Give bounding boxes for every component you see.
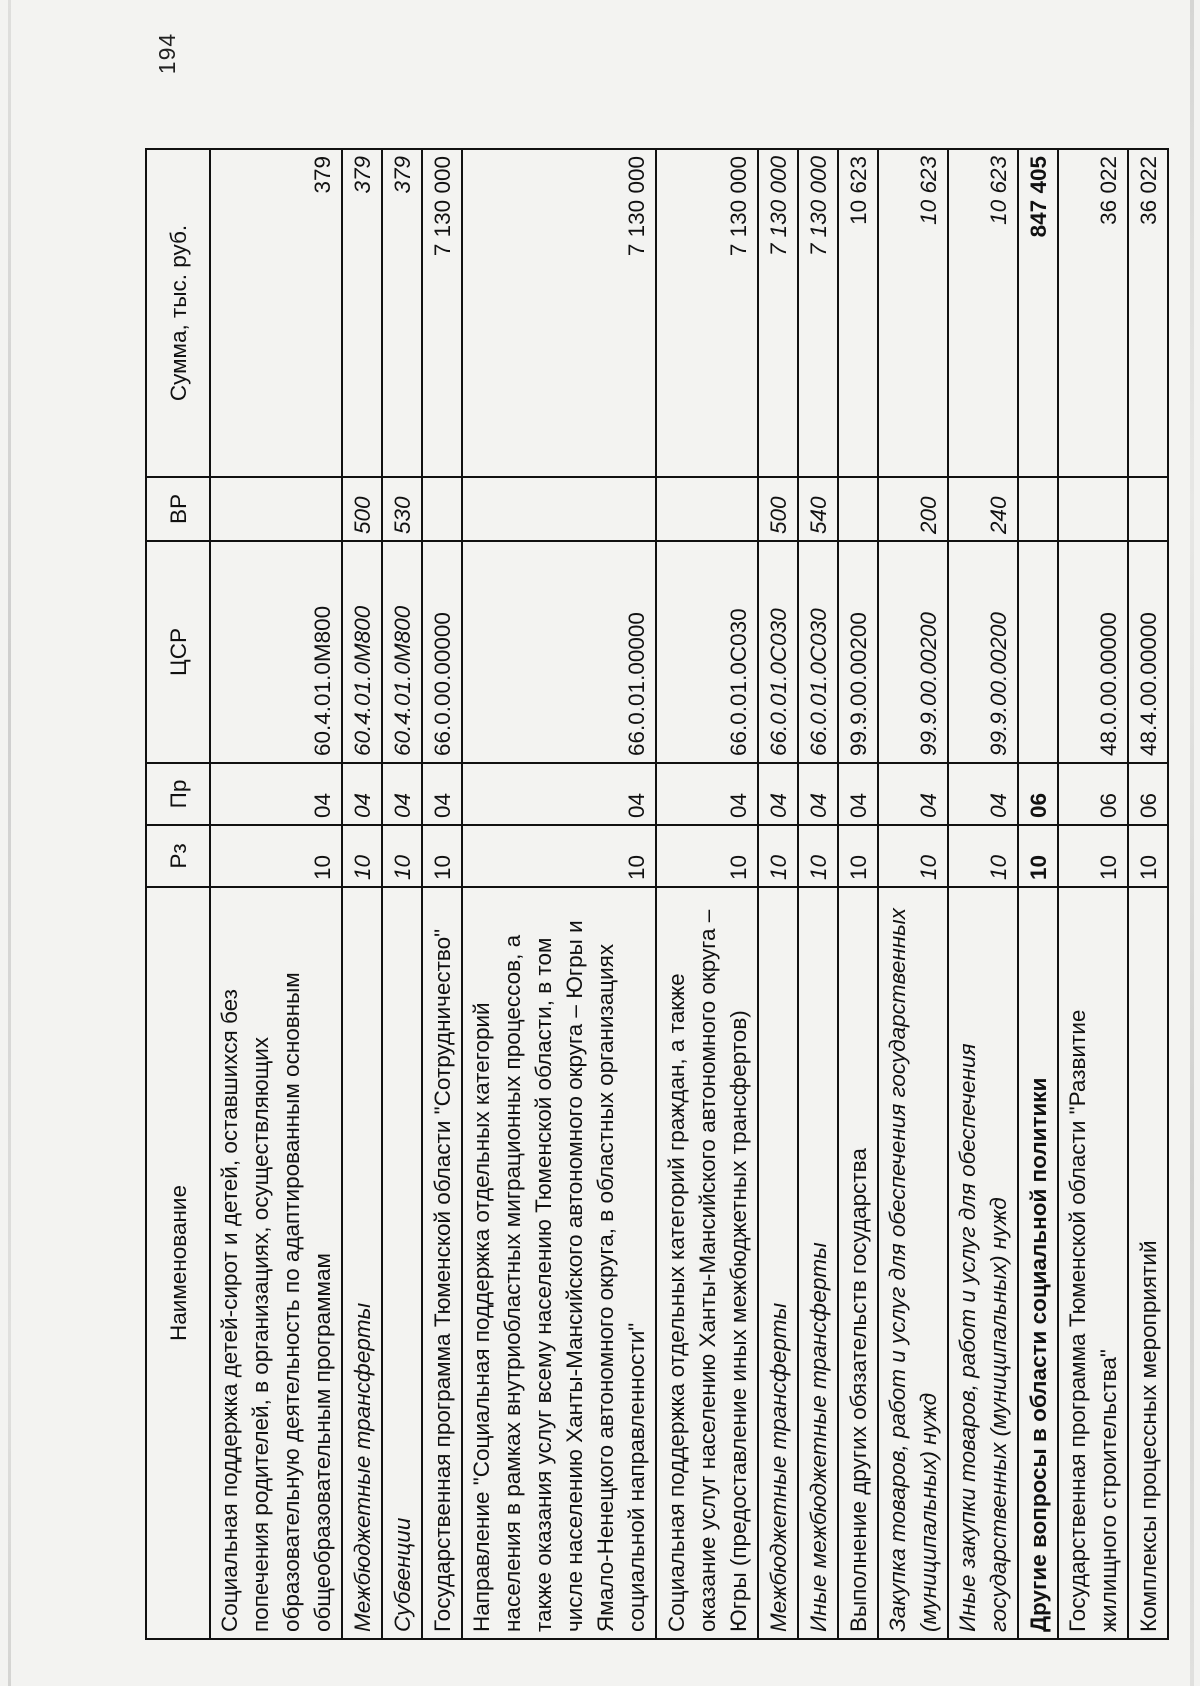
cell-pr: 04 <box>210 763 342 825</box>
table-row <box>210 149 342 1639</box>
cell-csr: 99.9.00.00200 <box>838 541 878 763</box>
cell-csr: 99.9.00.00200 <box>878 541 948 763</box>
cell-name: Другие вопросы в области социальной политики <box>1018 887 1058 1639</box>
table-row <box>948 149 1018 1639</box>
table-row <box>342 149 382 1639</box>
header-sum: Сумма, тыс. руб. <box>146 149 210 477</box>
cell-vr <box>1128 477 1168 541</box>
table-row <box>1018 149 1058 1639</box>
cell-sum: 36 022 <box>1058 149 1128 477</box>
cell-pr: 04 <box>382 763 422 825</box>
scan-edge-left <box>8 0 11 1686</box>
cell-sum: 10 623 <box>948 149 1018 477</box>
table-row <box>382 149 422 1639</box>
cell-vr <box>656 477 758 541</box>
cell-pr: 06 <box>1018 763 1058 825</box>
cell-name: Закупка товаров, работ и услуг для обеспечения государственных (муниципальных) нужд <box>878 887 948 1639</box>
cell-pr: 04 <box>462 763 656 825</box>
cell-pr: 04 <box>878 763 948 825</box>
cell-rz: 10 <box>656 825 758 887</box>
header-name: Наименование <box>146 887 210 1639</box>
cell-pr: 04 <box>758 763 798 825</box>
cell-sum: 7 130 000 <box>798 149 838 477</box>
cell-pr: 04 <box>838 763 878 825</box>
cell-rz: 10 <box>462 825 656 887</box>
cell-sum: 10 623 <box>838 149 878 477</box>
cell-rz: 10 <box>422 825 462 887</box>
cell-sum: 10 623 <box>878 149 948 477</box>
cell-name: Субвенции <box>382 887 422 1639</box>
cell-rz: 10 <box>1058 825 1128 887</box>
cell-sum: 379 <box>382 149 422 477</box>
budget-table-frame <box>145 150 1161 1640</box>
header-pr: Пр <box>146 763 210 825</box>
cell-rz: 10 <box>1128 825 1168 887</box>
table-row <box>838 149 878 1639</box>
cell-pr: 04 <box>342 763 382 825</box>
cell-rz: 10 <box>210 825 342 887</box>
cell-name: Иные закупки товаров, работ и услуг для обеспечения государственных (муниципальных) нужд <box>948 887 1018 1639</box>
table-row <box>656 149 758 1639</box>
cell-name: Межбюджетные трансферты <box>758 887 798 1639</box>
cell-vr: 500 <box>342 477 382 541</box>
cell-name: Комплексы процессных мероприятий <box>1128 887 1168 1639</box>
cell-sum: 7 130 000 <box>656 149 758 477</box>
table-row <box>462 149 656 1639</box>
budget-table <box>145 148 1169 1640</box>
table-row <box>422 149 462 1639</box>
cell-vr: 240 <box>948 477 1018 541</box>
cell-name: Межбюджетные трансферты <box>342 887 382 1639</box>
table-row <box>1058 149 1128 1639</box>
cell-sum: 379 <box>210 149 342 477</box>
cell-sum: 7 130 000 <box>462 149 656 477</box>
cell-rz: 10 <box>948 825 1018 887</box>
cell-rz: 10 <box>838 825 878 887</box>
table-row <box>758 149 798 1639</box>
cell-name: Государственная программа Тюменской области "Развитие жилищного строительства" <box>1058 887 1128 1639</box>
cell-rz: 10 <box>758 825 798 887</box>
table-row <box>1128 149 1168 1639</box>
cell-pr: 04 <box>656 763 758 825</box>
cell-name: Иные межбюджетные трансферты <box>798 887 838 1639</box>
cell-rz: 10 <box>878 825 948 887</box>
cell-name: Социальная поддержка детей-сирот и детей, оставшихся без попечения родителей, в организациях, осуществляющих образовательную деятельность по адаптированным основным общеобразовательным программам <box>210 887 342 1639</box>
cell-csr: 60.4.01.0М800 <box>382 541 422 763</box>
cell-vr <box>210 477 342 541</box>
cell-csr: 48.0.00.00000 <box>1058 541 1128 763</box>
cell-csr: 66.0.01.0С030 <box>798 541 838 763</box>
cell-vr <box>1018 477 1058 541</box>
page-number: 194 <box>154 32 181 75</box>
cell-csr: 60.4.01.0М800 <box>342 541 382 763</box>
cell-rz: 10 <box>798 825 838 887</box>
cell-csr: 99.9.00.00200 <box>948 541 1018 763</box>
cell-csr: 66.0.01.0С030 <box>656 541 758 763</box>
cell-sum: 847 405 <box>1018 149 1058 477</box>
table-row <box>798 149 838 1639</box>
cell-vr <box>1058 477 1128 541</box>
cell-sum: 7 130 000 <box>758 149 798 477</box>
scan-edge-right <box>1190 0 1194 1686</box>
table-header-row <box>146 149 210 1639</box>
cell-csr <box>1018 541 1058 763</box>
cell-rz: 10 <box>342 825 382 887</box>
cell-vr: 500 <box>758 477 798 541</box>
cell-csr: 60.4.01.0М800 <box>210 541 342 763</box>
cell-csr: 66.0.00.00000 <box>422 541 462 763</box>
cell-vr <box>462 477 656 541</box>
header-csr: ЦСР <box>146 541 210 763</box>
cell-csr: 48.4.00.00000 <box>1128 541 1168 763</box>
cell-csr: 66.0.01.0С030 <box>758 541 798 763</box>
cell-vr <box>838 477 878 541</box>
cell-pr: 06 <box>1128 763 1168 825</box>
cell-sum: 7 130 000 <box>422 149 462 477</box>
cell-pr: 04 <box>422 763 462 825</box>
cell-vr: 530 <box>382 477 422 541</box>
cell-name: Социальная поддержка отдельных категорий граждан, а также оказание услуг населению Ханты-Мансийского автономного округа – Югры (предоставление иных межбюджетных трансфертов) <box>656 887 758 1639</box>
table-row <box>878 149 948 1639</box>
cell-pr: 06 <box>1058 763 1128 825</box>
header-rz: Рз <box>146 825 210 887</box>
cell-rz: 10 <box>382 825 422 887</box>
cell-name: Направление "Социальная поддержка отдельных категорий населения в рамках внутриобластных миграционных процессов, а также оказания услуг всему населению Тюменской области, в том числе населению Ханты-Мансийского автономного округа – Югры и Ямало-Ненецкого автономного округа, в областных организациях социальной направленности" <box>462 887 656 1639</box>
cell-sum: 36 022 <box>1128 149 1168 477</box>
cell-name: Государственная программа Тюменской области "Сотрудничество" <box>422 887 462 1639</box>
cell-rz: 10 <box>1018 825 1058 887</box>
cell-pr: 04 <box>798 763 838 825</box>
cell-csr: 66.0.01.00000 <box>462 541 656 763</box>
cell-vr: 540 <box>798 477 838 541</box>
cell-vr <box>422 477 462 541</box>
header-vr: ВР <box>146 477 210 541</box>
cell-sum: 379 <box>342 149 382 477</box>
cell-name: Выполнение других обязательств государства <box>838 887 878 1639</box>
cell-vr: 200 <box>878 477 948 541</box>
cell-pr: 04 <box>948 763 1018 825</box>
